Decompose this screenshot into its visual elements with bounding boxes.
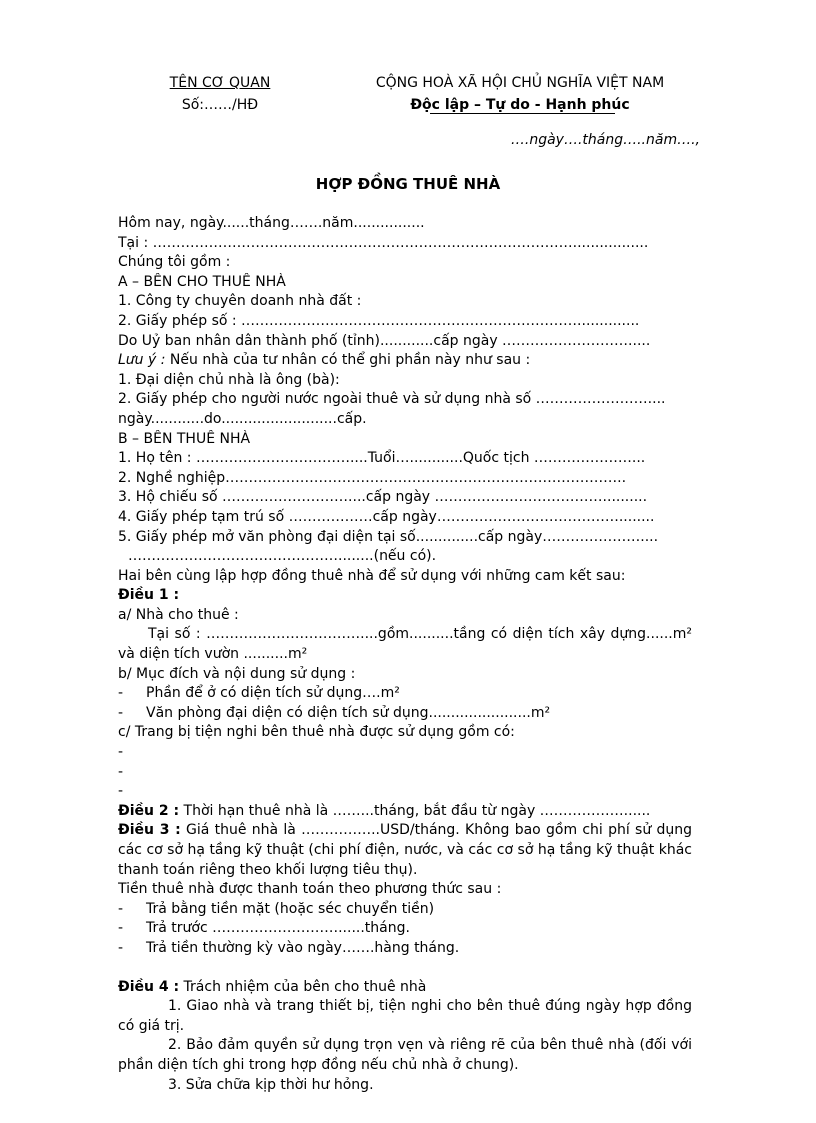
article2-heading: Điều 2 : — [118, 802, 180, 819]
article3-payment: Tiền thuê nhà được thanh toán theo phương thức sau : — [118, 881, 502, 898]
article1-b-item1: - Phần để ở có diện tích sử dụng….m² — [118, 684, 692, 704]
party-a-line1: 1. Công ty chuyên doanh nhà đất : — [118, 293, 362, 310]
note-text: Nếu nhà của tư nhân có thể ghi phần này như sau : — [165, 352, 531, 369]
motto-underline — [430, 113, 615, 114]
party-b-line6: ………………………………………........(nếu có). — [128, 548, 437, 565]
party-a-line6: ngày............do..........................cấp. — [118, 410, 367, 427]
article4-title: Trách nhiệm của bên cho thuê nhà — [179, 978, 427, 995]
header-right — [340, 72, 700, 116]
party-a-line5: 2. Giấy phép cho người nước ngoài thuê và sử dụng nhà số …………………….... — [118, 391, 666, 408]
party-a-heading: A – BÊN CHO THUÊ NHÀ — [118, 273, 286, 290]
party-b-line2: 2. Nghề nghiệp………………………………………………………………………….. — [118, 469, 627, 486]
party-b-line5: 5. Giấy phép mở văn phòng đại diện tại số..............cấp ngày………………….... — [118, 528, 659, 545]
article1-b-item2: - Văn phòng đại diện có diện tích sử dụng.......................m² — [118, 704, 692, 724]
article4-heading: Điều 4 : — [118, 978, 180, 995]
country-name: CỘNG HOÀ XÃ HỘI CHỦ NGHĨA VIỆT NAM — [375, 75, 665, 91]
header-left — [130, 72, 310, 116]
note-label: Lưu ý : — [118, 352, 166, 369]
national-motto: Độc lập – Tự do - Hạnh phúc — [410, 97, 630, 113]
article1-heading: Điều 1 : — [118, 587, 180, 604]
party-a-line2: 2. Giấy phép số : ……………………………………………………………….............. — [118, 312, 640, 329]
article1-a-label: a/ Nhà cho thuê : — [118, 606, 239, 623]
article3-text: Giá thuê nhà là ……………..USD/tháng. Không bao gồm chi phí sử dụng các cơ sở hạ tầng kỹ thuật (chi phí điện, nước, và các cơ sở hạ tầng kỹ thuật khác thanh toán riêng theo khối lượng tiêu thụ). — [118, 822, 692, 878]
contract-body — [118, 214, 692, 1095]
article1-b-label: b/ Mục đích và nội dung sử dụng : — [118, 665, 356, 682]
intro-place: Tại : ………………………………………………………………………………................. — [118, 234, 649, 251]
date-line: ….ngày….tháng…..năm…., — [510, 132, 700, 148]
document-title: HỢP ĐỒNG THUÊ NHÀ — [315, 175, 501, 193]
article4-item3: 3. Sửa chữa kịp thời hư hỏng. — [168, 1076, 374, 1093]
org-name: TÊN CƠ QUAN — [169, 75, 271, 91]
party-b-line4: 4. Giấy phép tạm trú số ………………cấp ngày…………………………………........ — [118, 508, 655, 525]
bullet: - — [118, 704, 124, 721]
party-a-line3: Do Uỷ ban nhân dân thành phố (tỉnh)............cấp ngày ………………………..... — [118, 332, 651, 349]
article3-item2: - Trả trước ………………………......tháng. — [118, 919, 692, 939]
bullet: - — [118, 939, 124, 956]
article1-c-bullet2: - — [118, 763, 124, 780]
spacer — [118, 959, 692, 978]
article3-item1: - Trả bằng tiền mặt (hoặc séc chuyển tiền) — [118, 900, 692, 920]
article2 — [118, 802, 692, 822]
article1-c-label: c/ Trang bị tiện nghi bên thuê nhà được sử dụng gồm có: — [118, 724, 515, 741]
article1-c-bullet3: - — [118, 783, 124, 800]
party-b-line1: 1. Họ tên : ……………………………....Tuổi…............Quốc tịch …………………... — [118, 450, 646, 467]
article3-item3: - Trả tiền thường kỳ vào ngày…….hàng tháng. — [118, 939, 692, 959]
intro-parties: Chúng tôi gồm : — [118, 254, 231, 271]
bullet: - — [118, 900, 124, 917]
intro-date: Hôm nay, ngày......tháng…….năm................ — [118, 215, 425, 231]
article4 — [118, 978, 692, 998]
article1-a-text: Tại số : ……………………………....gồm..........tầng có diện tích xây dựng......m² và diện tích vườn ..........m² — [118, 626, 692, 663]
doc-number: Số:……/HĐ — [181, 97, 259, 113]
article2-text: Thời hạn thuê nhà là ……...tháng, bắt đầu từ ngày ………………...... — [179, 802, 651, 819]
bullet: - — [118, 920, 124, 937]
party-b-line3: 3. Hộ chiếu số ………………………....cấp ngày ……………………………….......... — [118, 489, 648, 506]
commitment-line: Hai bên cùng lập hợp đồng thuê nhà để sử dụng với những cam kết sau: — [118, 567, 626, 584]
article4-item1: 1. Giao nhà và trang thiết bị, tiện nghi cho bên thuê đúng ngày hợp đồng có giá trị. — [118, 998, 692, 1034]
party-a-line4: 1. Đại diện chủ nhà là ông (bà): — [118, 371, 340, 388]
article3 — [118, 821, 692, 880]
party-a-note — [118, 351, 692, 371]
article4-item2: 2. Bảo đảm quyền sử dụng trọn vẹn và riêng rẽ của bên thuê nhà (đối với phần diện tích ghi trong hợp đồng nếu chủ nhà ở chung). — [118, 1037, 692, 1073]
article3-heading: Điều 3 : — [118, 822, 181, 839]
party-b-heading: B – BÊN THUÊ NHÀ — [118, 430, 251, 447]
bullet: - — [118, 685, 124, 702]
article1-c-bullet1: - — [118, 744, 124, 761]
